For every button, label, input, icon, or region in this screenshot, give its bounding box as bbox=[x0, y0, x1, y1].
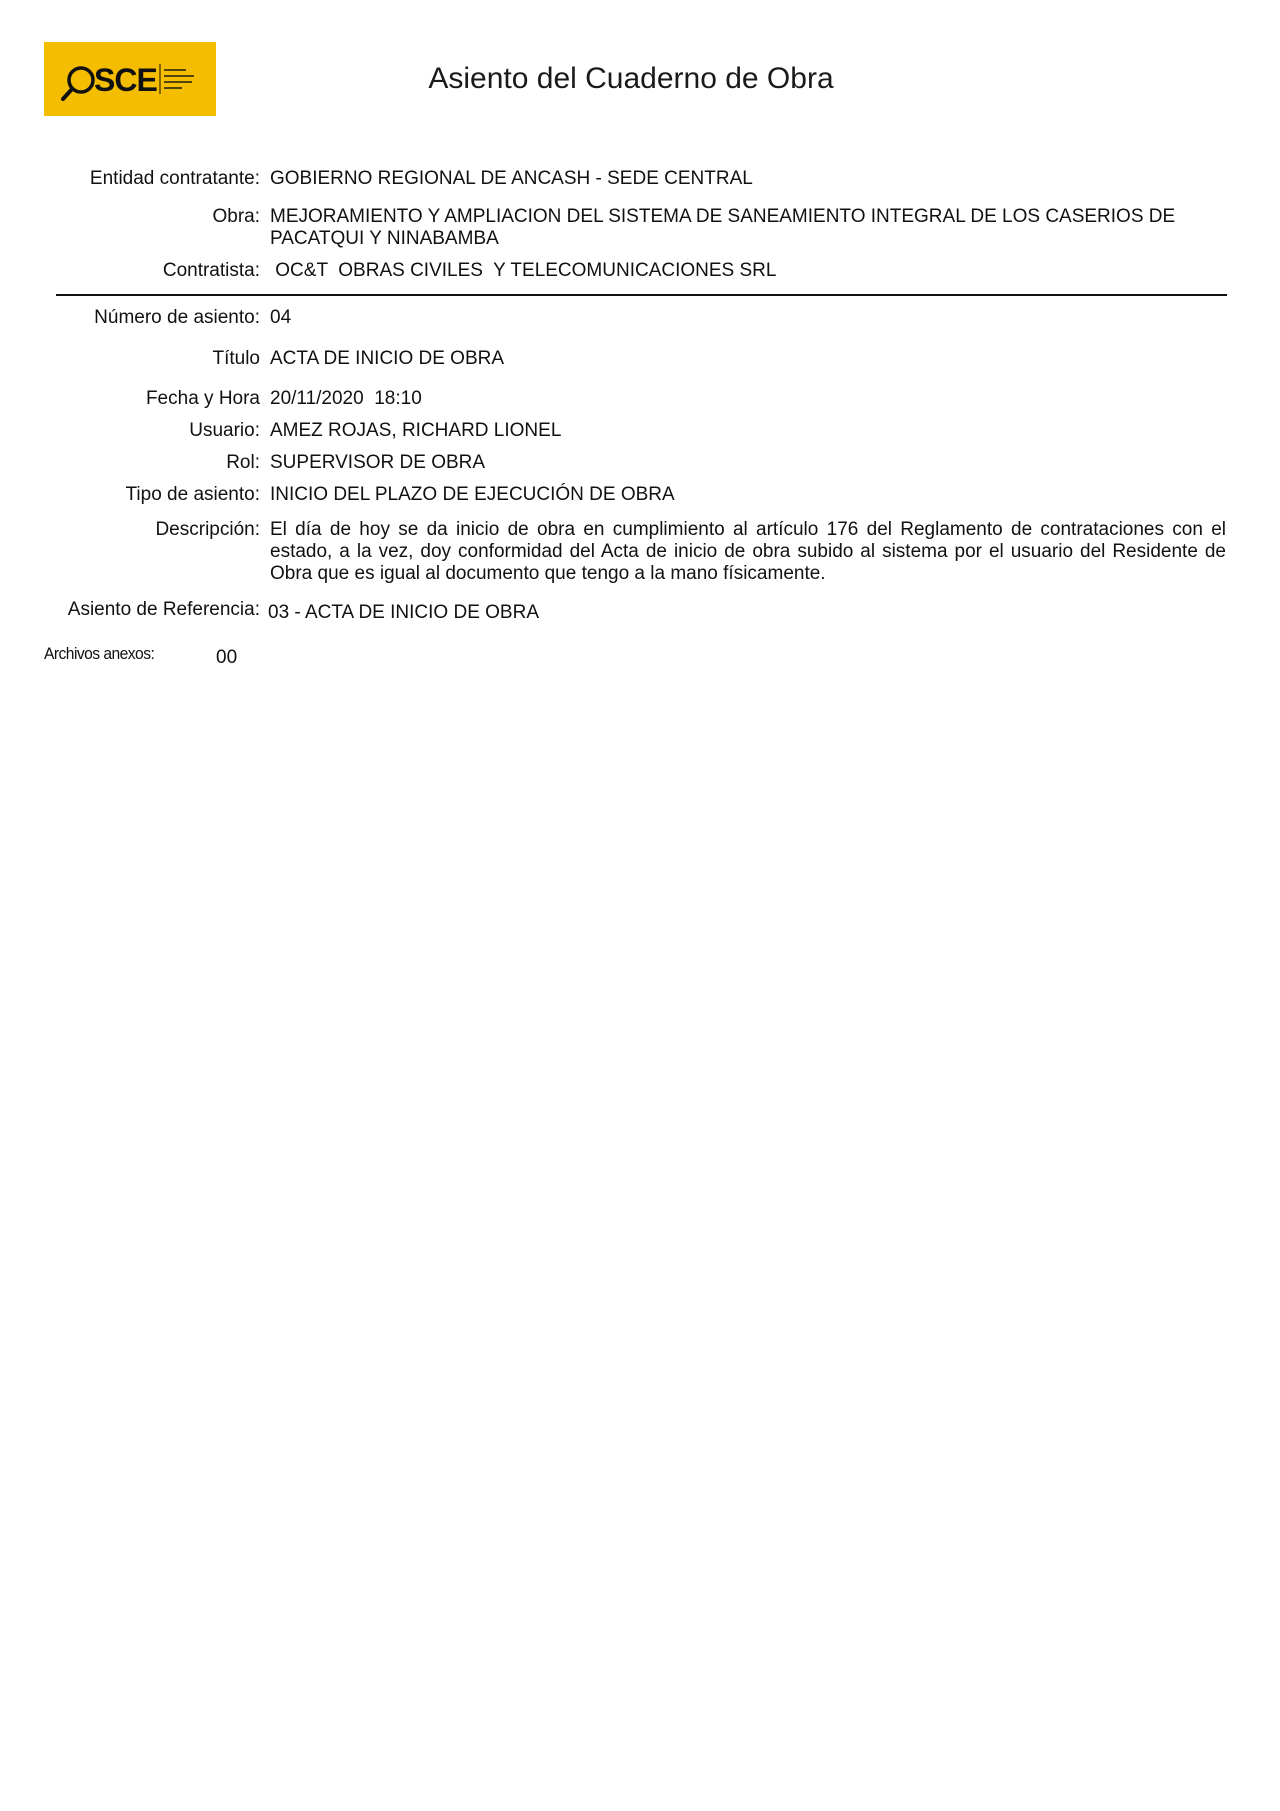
field-entidad-label: Entidad contratante: bbox=[89, 168, 260, 189]
field-contratista-label: Contratista: bbox=[162, 260, 260, 281]
document-title: Asiento del Cuaderno de Obra bbox=[428, 62, 834, 95]
field-contratista-value: OC&T OBRAS CIVILES Y TELECOMUNICACIONES SRL bbox=[270, 260, 777, 281]
field-fecha-value: 20/11/2020 18:10 bbox=[270, 388, 422, 409]
field-titulo-value: ACTA DE INICIO DE OBRA bbox=[270, 348, 505, 369]
field-usuario-value: AMEZ ROJAS, RICHARD LIONEL bbox=[270, 420, 562, 441]
field-tipo-value: INICIO DEL PLAZO DE EJECUCIÓN DE OBRA bbox=[270, 484, 675, 505]
field-numero-value: 04 bbox=[270, 307, 292, 328]
annexes-value: 00 bbox=[216, 647, 238, 668]
field-descripcion-label: Descripción: bbox=[155, 519, 260, 540]
field-descripcion-value: El día de hoy se da inicio de obra en cumplimiento al artículo 176 del Reglamento de contrataciones con el estado, a la vez, doy conformidad del Acta de inicio de obra subido al sistema por el usuario del Residente de Obra que es igual al documento que tengo a la mano físicamente. bbox=[270, 519, 1226, 584]
field-rol-value: SUPERVISOR DE OBRA bbox=[270, 452, 486, 473]
field-titulo-label: Título bbox=[212, 348, 260, 369]
annexes-label: Archivos anexos: bbox=[44, 644, 155, 663]
field-referencia-value: 03 - ACTA DE INICIO DE OBRA bbox=[268, 602, 539, 623]
field-obra-label: Obra: bbox=[212, 206, 260, 227]
field-tipo-label: Tipo de asiento: bbox=[125, 484, 260, 505]
field-rol-label: Rol: bbox=[226, 452, 260, 473]
field-numero-label: Número de asiento: bbox=[94, 307, 260, 328]
svg-text:SCE: SCE bbox=[94, 62, 157, 98]
field-fecha-label: Fecha y Hora bbox=[145, 388, 260, 409]
section-divider bbox=[56, 294, 1227, 296]
field-usuario-label: Usuario: bbox=[189, 420, 260, 441]
field-obra-value: MEJORAMIENTO Y AMPLIACION DEL SISTEMA DE SANEAMIENTO INTEGRAL DE LOS CASERIOS DE PACATQUI Y NINABAMBA bbox=[270, 206, 1176, 249]
field-entidad-value: GOBIERNO REGIONAL DE ANCASH - SEDE CENTRAL bbox=[270, 168, 753, 189]
field-referencia-label: Asiento de Referencia: bbox=[67, 599, 260, 620]
